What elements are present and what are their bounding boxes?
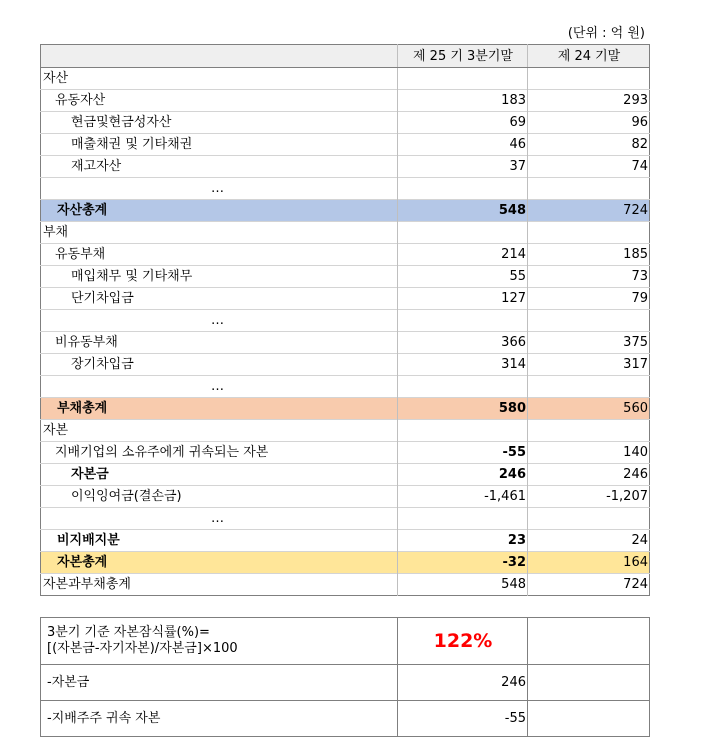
table-row <box>41 574 650 596</box>
row-prior: 164 <box>528 552 650 574</box>
table-row <box>41 332 650 354</box>
ratio-capital-row <box>41 665 650 701</box>
unit-label: (단위 : 억 원) <box>567 26 645 41</box>
table-row <box>41 508 650 530</box>
row-current: 46 <box>398 134 528 156</box>
row-current <box>398 376 528 398</box>
row-current: 127 <box>398 288 528 310</box>
header-current-period: 제 25 기 3분기말 <box>398 45 528 68</box>
row-label: 비유동부채 <box>41 332 398 354</box>
ratio-formula-line1: 3분기 기준 자본잠식률(%)= <box>47 625 210 640</box>
table-row <box>41 354 650 376</box>
row-label: 단기차입금 <box>41 288 398 310</box>
row-current: 55 <box>398 266 528 288</box>
row-current <box>398 222 528 244</box>
row-current: 580 <box>398 398 528 420</box>
row-prior: 293 <box>528 90 650 112</box>
row-current: 37 <box>398 156 528 178</box>
header-label-cell <box>41 45 398 68</box>
row-prior <box>528 376 650 398</box>
table-row <box>41 464 650 486</box>
row-prior: 96 <box>528 112 650 134</box>
row-label: 자본총계 <box>41 552 398 574</box>
row-current <box>398 68 528 90</box>
row-current: -1,461 <box>398 486 528 508</box>
row-label: 지배기업의 소유주에게 귀속되는 자본 <box>41 442 398 464</box>
row-label: 비지배지분 <box>41 530 398 552</box>
header-prior-period: 제 24 기말 <box>528 45 650 68</box>
row-label: 부채 <box>41 222 398 244</box>
ratio-formula-cell <box>41 618 398 665</box>
row-label: 자산총계 <box>41 200 398 222</box>
ratio-empty-cell <box>528 618 650 665</box>
ratio-controlling-row <box>41 701 650 737</box>
row-current: 548 <box>398 200 528 222</box>
row-prior: 560 <box>528 398 650 420</box>
table-row <box>41 310 650 332</box>
row-current: 214 <box>398 244 528 266</box>
table-header-row <box>41 45 650 68</box>
row-prior: -1,207 <box>528 486 650 508</box>
table-row <box>41 244 650 266</box>
row-label: … <box>41 508 398 530</box>
row-prior <box>528 222 650 244</box>
row-prior <box>528 68 650 90</box>
row-current: -55 <box>398 442 528 464</box>
row-prior: 79 <box>528 288 650 310</box>
row-label: 부채총계 <box>41 398 398 420</box>
ratio-controlling-label: -지배주주 귀속 자본 <box>41 701 398 737</box>
balance-sheet-table <box>40 44 650 596</box>
table-row <box>41 530 650 552</box>
total-equity-row <box>41 552 650 574</box>
total-liabilities-row <box>41 398 650 420</box>
table-row <box>41 222 650 244</box>
row-label: 매입채무 및 기타채무 <box>41 266 398 288</box>
table-row <box>41 90 650 112</box>
row-label: 유동부채 <box>41 244 398 266</box>
row-label: 이익잉여금(결손금) <box>41 486 398 508</box>
row-prior: 246 <box>528 464 650 486</box>
row-label: 자산 <box>41 68 398 90</box>
row-current <box>398 420 528 442</box>
row-current: 314 <box>398 354 528 376</box>
ratio-empty-cell <box>528 665 650 701</box>
row-prior: 140 <box>528 442 650 464</box>
row-label: 자본 <box>41 420 398 442</box>
ratio-capital-value: 246 <box>398 665 528 701</box>
row-prior <box>528 178 650 200</box>
table-row <box>41 178 650 200</box>
impairment-ratio-table <box>40 617 650 737</box>
row-prior: 74 <box>528 156 650 178</box>
table-row <box>41 442 650 464</box>
ratio-formula-line2: [(자본금-자기자본)/자본금]×100 <box>47 641 238 656</box>
row-label: 매출채권 및 기타채권 <box>41 134 398 156</box>
table-row <box>41 112 650 134</box>
row-current: 183 <box>398 90 528 112</box>
ratio-empty-cell <box>528 701 650 737</box>
row-label: 장기차입금 <box>41 354 398 376</box>
row-prior: 24 <box>528 530 650 552</box>
row-prior <box>528 310 650 332</box>
ratio-value: 122% <box>398 618 528 665</box>
table-row <box>41 68 650 90</box>
row-current: 366 <box>398 332 528 354</box>
row-current <box>398 178 528 200</box>
row-label: … <box>41 178 398 200</box>
table-row <box>41 420 650 442</box>
row-label: … <box>41 310 398 332</box>
row-current <box>398 508 528 530</box>
row-current: 548 <box>398 574 528 596</box>
row-prior: 73 <box>528 266 650 288</box>
row-prior: 724 <box>528 200 650 222</box>
table-row <box>41 156 650 178</box>
row-prior: 82 <box>528 134 650 156</box>
table-row <box>41 266 650 288</box>
row-current: 69 <box>398 112 528 134</box>
row-current <box>398 310 528 332</box>
row-prior <box>528 420 650 442</box>
row-label: 유동자산 <box>41 90 398 112</box>
ratio-controlling-value: -55 <box>398 701 528 737</box>
row-current: 23 <box>398 530 528 552</box>
row-prior: 375 <box>528 332 650 354</box>
row-label: … <box>41 376 398 398</box>
table-row <box>41 134 650 156</box>
row-label: 자본금 <box>41 464 398 486</box>
row-current: -32 <box>398 552 528 574</box>
table-row <box>41 288 650 310</box>
row-label: 재고자산 <box>41 156 398 178</box>
table-row <box>41 486 650 508</box>
row-current: 246 <box>398 464 528 486</box>
table-row <box>41 376 650 398</box>
row-label: 현금및현금성자산 <box>41 112 398 134</box>
total-assets-row <box>41 200 650 222</box>
row-prior: 185 <box>528 244 650 266</box>
row-prior <box>528 508 650 530</box>
row-label: 자본과부채총계 <box>41 574 398 596</box>
row-prior: 317 <box>528 354 650 376</box>
ratio-formula-row <box>41 618 650 665</box>
ratio-capital-label: -자본금 <box>41 665 398 701</box>
row-prior: 724 <box>528 574 650 596</box>
